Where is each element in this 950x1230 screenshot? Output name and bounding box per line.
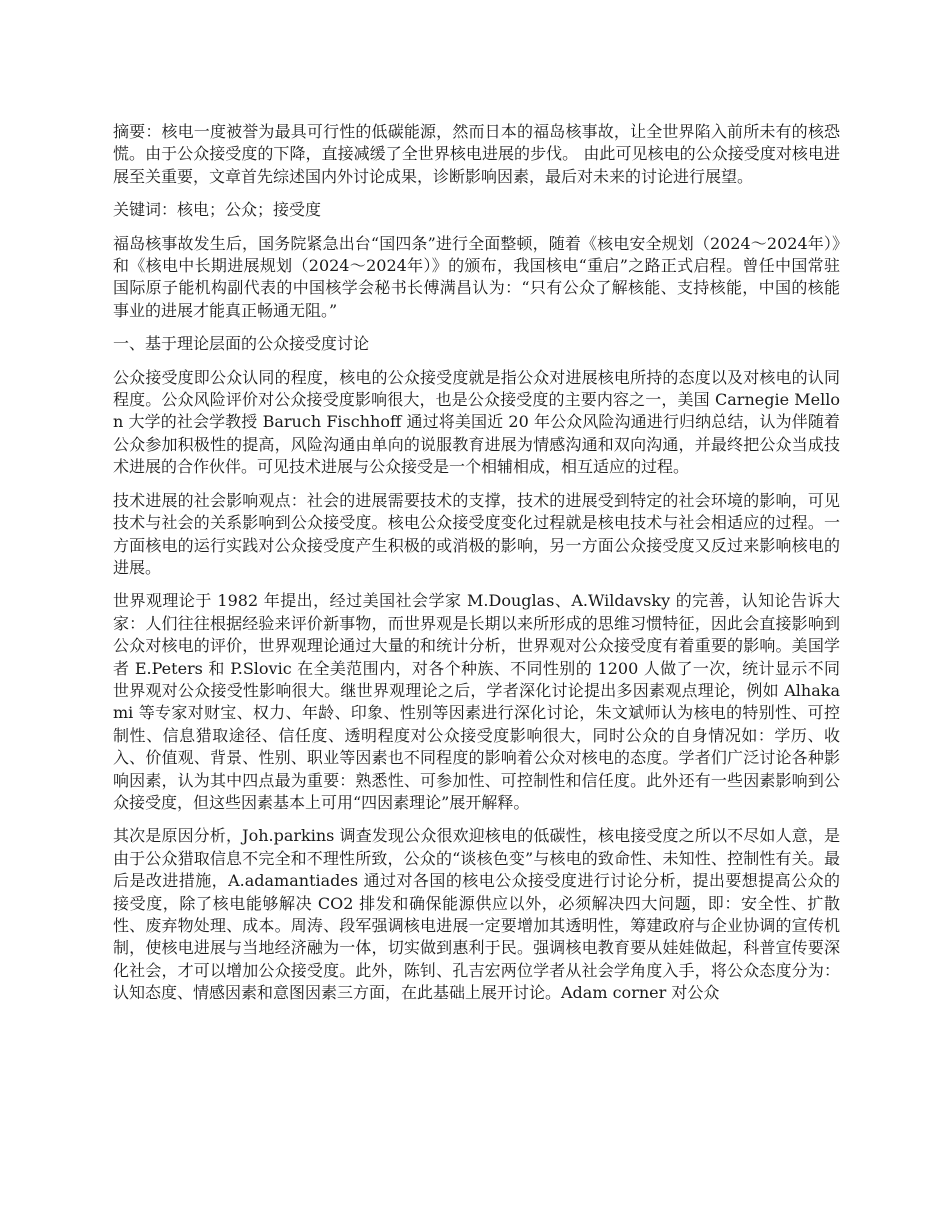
body-paragraph-2: 技术进展的社会影响观点：社会的进展需要技术的支撑，技术的进展受到特定的社会环境的影响，可见技术与社会的关系影响到公众接受度。核电公众接受度变化过程就是核电技术与社会相适应的过程。一方面核电的运行实践对公众接受度产生积极的或消极的影响，另一方面公众接受度又反过来影响核电的进展。 xyxy=(113,490,840,577)
section-heading: 一、基于理论层面的公众接受度讨论 xyxy=(113,334,370,354)
body-paragraph-1: 公众接受度即公众认同的程度，核电的公众接受度就是指公众对进展核电所持的态度以及对核电的认同程度。公众风险评价对公众接受度影响很大，也是公众接受度的主要内容之一，美国 Carnegie Mellon 大学的社会学教授 Baruch Fischhoff 通过将美国近 20 年公众风险沟通进行归纳总结，认为伴随着公众参加积极性的提高，风险沟通由单向的说服教育进展为情感沟通和双向沟通，并最终把公众当成技术进展的合作伙伴。可见技术进展与公众接受是一个相辅相成，相互适应的过程。 xyxy=(113,367,840,477)
intro-paragraph: 福岛核事故发生后，国务院紧急出台“国四条”进行全面整顿，随着《核电安全规划（2024～2024年）》和《核电中长期进展规划（2024～2024年）》的颁布，我国核电“重启”之路正式启程。曾任中国常驻国际原子能机构副代表的中国核学会秘书长傅满昌认为：“只有公众了解核能、支持核能，中国的核能事业的进展才能真正畅通无阻。” xyxy=(113,233,840,320)
body-paragraph-4: 其次是原因分析，Joh.parkins 调查发现公众很欢迎核电的低碳性，核电接受度之所以不尽如人意，是由于公众猎取信息不完全和不理性所致，公众的“谈核色变”与核电的致命性、未知性、控制性有关。最后是改进措施，A.adamantiades 通过对各国的核电公众接受度进行讨论分析，提出要想提高公众的接受度，除了核电能够解决 CO2 排发和确保能源供应以外，必须解决四大问题，即：安全性、扩散性、废弃物处理、成本。周涛、段军强调核电进展一定要增加其透明性，筹建政府与企业协调的宣传机制，使核电进展与当地经济融为一体，切实做到惠利于民。强调核电教育要从娃娃做起，科普宣传要深化社会，才可以增加公众接受度。此外，陈钊、孔吉宏两位学者从社会学角度入手，将公众态度分为：认知态度、情感因素和意图因素三方面，在此基础上展开讨论。Adam corner 对公众 xyxy=(113,826,840,1003)
document-body xyxy=(113,121,840,1016)
abstract-paragraph: 摘要：核电一度被誉为最具可行性的低碳能源，然而日本的福岛核事故，让全世界陷入前所未有的核恐慌。由于公众接受度的下降，直接减缓了全世界核电进展的步伐。 由此可见核电的公众接受度对核电进展至关重要，文章首先综述国内外讨论成果，诊断影响因素，最后对未来的讨论进行展望。 xyxy=(113,122,840,186)
keywords-line: 关键词：核电；公众；接受度 xyxy=(113,200,322,220)
body-paragraph-3: 世界观理论于 1982 年提出，经过美国社会学家 M.Douglas、A.Wildavsky 的完善，认知论告诉大家：人们往往根据经验来评价新事物，而世界观是长期以来所形成的思维习惯特征，因此会直接影响到公众对核电的评价，世界观理论通过大量的和统计分析，世界观对公众接受度有着重要的影响。美国学者 E.Peters 和 P.Slovic 在全美范围内，对各个种族、不同性别的 1200 人做了一次，统计显示不同世界观对公众接受性影响很大。继世界观理论之后，学者深化讨论提出多因素观点理论，例如 Alhakami 等专家对财宝、权力、年龄、印象、性别等因素进行深化讨论，朱文斌师认为核电的特别性、可控制性、信息猎取途径、信任度、透明程度对公众接受度影响很大，同时公众的自身情况如：学历、收入、价值观、背景、性别、职业等因素也不同程度的影响着公众对核电的态度。学者们广泛讨论各种影响因素，认为其中四点最为重要：熟悉性、可参加性、可控制性和信任度。此外还有一些因素影响到公众接受度，但这些因素基本上可用“四因素理论”展开解释。 xyxy=(113,591,840,812)
